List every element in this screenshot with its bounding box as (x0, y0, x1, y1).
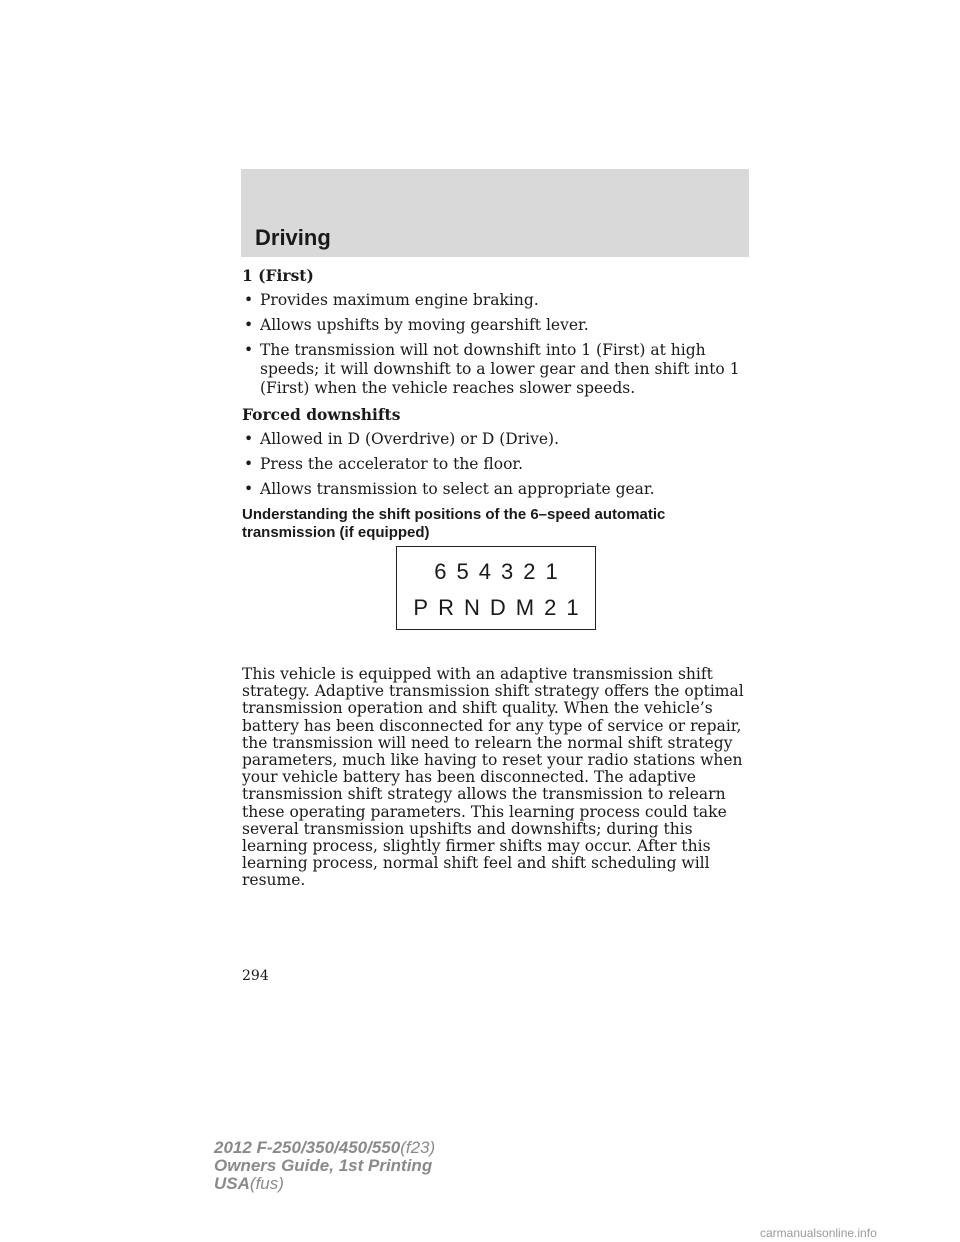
footer-line-3 (214, 1175, 435, 1193)
footer-line-2: Owners Guide, 1st Printing (214, 1156, 433, 1175)
list-item: • Allows transmission to select an appropriate gear. (242, 480, 757, 499)
footer-market: USA (214, 1174, 250, 1193)
footer-model-code: (f23) (400, 1138, 436, 1157)
watermark: carmanualsonline.info (760, 1226, 877, 1240)
first-gear-heading: 1 (First) (242, 266, 314, 285)
document-footer (214, 1139, 435, 1193)
shift-indicator-diagram (396, 546, 596, 630)
list-item: • The transmission will not downshift into 1 (First) at high speeds; it will downshift to a lower gear and then shift into 1 (First) when the vehicle reaches slower speeds. (242, 341, 757, 398)
section-header-band (241, 169, 749, 257)
footer-model: 2012 F-250/350/450/550 (214, 1138, 401, 1157)
section-title: Driving (255, 225, 331, 250)
list-item: • Allowed in D (Overdrive) or D (Drive). (242, 430, 757, 449)
list-item: • Allows upshifts by moving gearshift lever. (242, 316, 757, 335)
shift-positions-row: PRNDM21 (413, 595, 589, 620)
main-content (242, 266, 757, 542)
forced-downshifts-heading: Forced downshifts (242, 405, 401, 424)
page-number: 294 (242, 968, 269, 984)
first-gear-bullet-list (242, 291, 757, 398)
footer-line-1 (214, 1139, 435, 1157)
adaptive-shift-paragraph: This vehicle is equipped with an adaptive transmission shift strategy. Adaptive transmission shift strategy offers the optimal transmission operation and shift quality. When the vehicle’s battery has been disconnected for any type of service or repair, the transmission will need to relearn the normal shift strategy parameters, much like having to reset your radio stations when your vehicle battery has been disconnected. The adaptive transmission shift strategy allows the transmission to relearn these operating parameters. This learning process could take several transmission upshifts and downshifts; during this learning process, slightly firmer shifts may occur. After this learning process, normal shift feel and shift scheduling will resume. (242, 665, 744, 890)
list-item: • Press the accelerator to the floor. (242, 455, 757, 474)
forced-downshifts-bullet-list (242, 430, 757, 499)
list-item: • Provides maximum engine braking. (242, 291, 757, 310)
gear-numbers-row: 654321 (434, 559, 568, 584)
shift-positions-heading: Understanding the shift positions of the 6–speed automatic transmission (if equipped) (242, 506, 666, 541)
footer-market-code: (fus) (249, 1174, 284, 1193)
